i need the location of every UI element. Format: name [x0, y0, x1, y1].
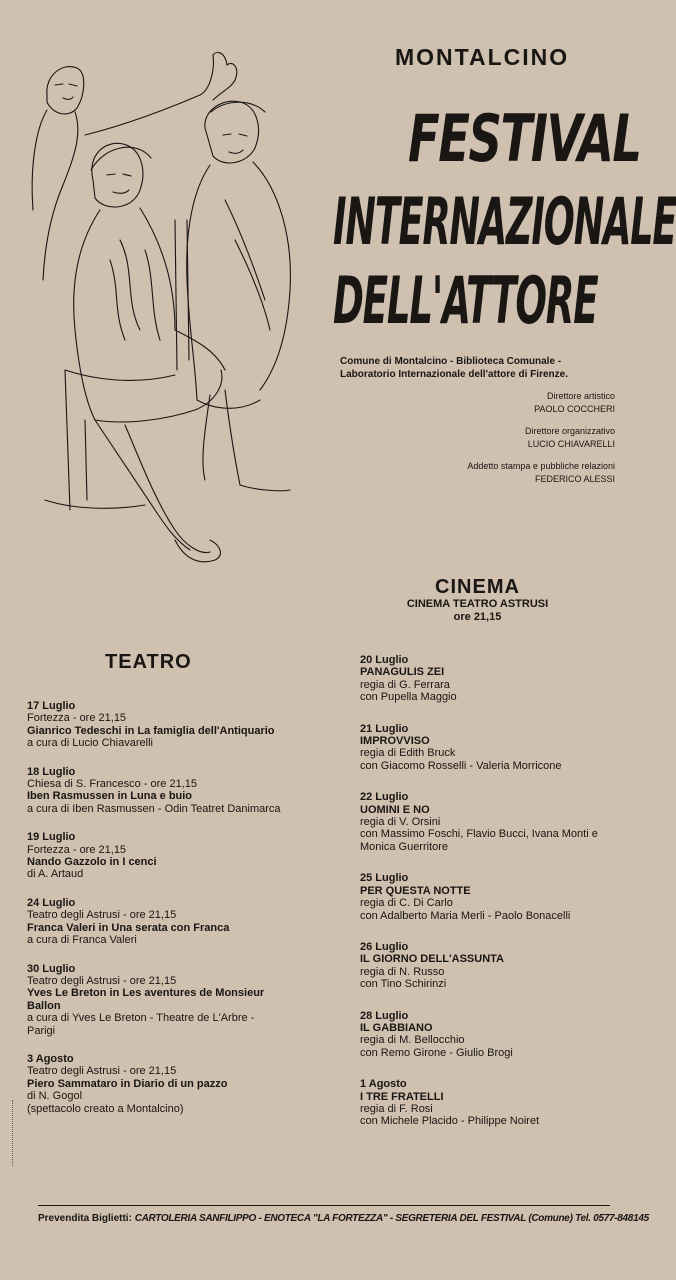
cinema-event: [360, 791, 615, 853]
event-date: 28 Luglio: [360, 1009, 409, 1022]
event-title: IL GABBIANO: [360, 1021, 433, 1034]
event-venue: Fortezza - ore 21,15: [27, 843, 127, 856]
event-title: IL GIORNO DELL'ASSUNTA: [360, 953, 504, 966]
event-title: Nando Gazzolo in I cenci: [27, 856, 157, 869]
event-note: regia di Edith Bruck: [360, 747, 456, 760]
event-date: 17 Luglio: [27, 700, 76, 712]
sketch-figure-centre-head: [92, 143, 143, 207]
cinema-event: [360, 872, 615, 922]
event-title: Franca Valeri in Una serata con Franca: [27, 921, 230, 934]
event-title: Yves Le Breton in Les aventures de Monsieur Ballon: [27, 987, 265, 1012]
event-date: 1 Agosto: [360, 1078, 407, 1091]
festival-title-line-1: FESTIVAL: [408, 100, 641, 177]
festival-title-line-3: DELL'ATTORE: [333, 262, 598, 339]
credit-name: LUCIO CHIAVARELLI: [527, 439, 615, 449]
cinema-event: [360, 723, 615, 773]
event-date: 26 Luglio: [360, 940, 409, 953]
event-note: a cura di Lucio Chiavarelli: [27, 737, 153, 750]
cinema-section-title: CINEMA: [435, 576, 520, 598]
event-venue: Teatro degli Astrusi - ore 21,15: [27, 1065, 177, 1078]
teatro-event-list: [27, 700, 285, 1115]
cinema-venue: CINEMA TEATRO ASTRUSI: [406, 598, 549, 610]
event-date: 30 Luglio: [27, 962, 76, 975]
cinema-event: [360, 1010, 615, 1060]
event-note: con Tino Schirinzi: [360, 978, 447, 991]
event-note: (spettacolo creato a Montalcino): [27, 1102, 184, 1115]
event-note: regia di N. Russo: [360, 965, 445, 978]
sketch-figure-left-head: [47, 67, 84, 114]
event-note: regia di M. Bellocchio: [360, 1034, 465, 1047]
event-venue: Chiesa di S. Francesco - ore 21,15: [27, 778, 197, 791]
festival-title-line-2: INTERNAZIONALE: [333, 183, 676, 260]
event-venue: Fortezza - ore 21,15: [27, 712, 127, 725]
credit-name: FEDERICO ALESSI: [534, 474, 615, 484]
event-venue: Teatro degli Astrusi - ore 21,15: [27, 974, 177, 987]
town-name: MONTALCINO: [395, 44, 570, 70]
footer-shops: CARTOLERIA SANFILIPPO - ENOTECA "LA FORTEZZA" - SEGRETERIA DEL FESTIVAL (Comune) Tel. 0577-848145: [134, 1213, 649, 1224]
print-mark: [12, 1100, 19, 1166]
cinema-event: [360, 654, 615, 704]
event-venue: Teatro degli Astrusi - ore 21,15: [27, 909, 177, 922]
footer-presale: [38, 1213, 649, 1224]
credit-role: Addetto stampa e pubbliche relazioni: [467, 461, 615, 471]
cinema-event: [360, 941, 615, 991]
event-date: 24 Luglio: [27, 896, 76, 909]
teatro-section-title: TEATRO: [105, 651, 192, 673]
event-note: con Massimo Foschi, Flavio Bucci, Ivana Monti e Monica Guerritore: [360, 828, 598, 853]
event-title: I TRE FRATELLI: [360, 1090, 444, 1103]
credit-role: Direttore organizzativo: [524, 426, 615, 436]
event-note: regia di V. Orsini: [360, 816, 441, 829]
ink-sketch-illustration: [25, 40, 305, 570]
teatro-event: [27, 897, 285, 947]
event-note: a cura di Yves Le Breton - Theatre de L'Arbre - Parigi: [27, 1012, 255, 1037]
footer-label: Prevendita Biglietti:: [38, 1213, 132, 1224]
teatro-event: [27, 831, 285, 881]
cinema-time: ore 21,15: [453, 611, 502, 623]
event-note: con Remo Girone - Giulio Brogi: [360, 1046, 513, 1059]
event-note: con Pupella Maggio: [360, 691, 457, 704]
event-title: Piero Sammataro in Diario di un pazzo: [27, 1077, 228, 1090]
event-note: con Michele Placido - Philippe Noiret: [360, 1115, 540, 1128]
event-date: 18 Luglio: [27, 765, 76, 778]
sketch-raised-arm: [85, 52, 237, 135]
event-date: 21 Luglio: [360, 722, 409, 735]
event-title: PANAGULIS ZEI: [360, 666, 445, 679]
teatro-event: [27, 766, 285, 816]
credits-block: [340, 355, 615, 486]
event-date: 22 Luglio: [360, 791, 409, 804]
event-title: UOMINI E NO: [360, 803, 430, 816]
teatro-event: [27, 963, 285, 1037]
event-note: regia di G. Ferrara: [360, 678, 450, 691]
event-title: Iben Rasmussen in Luna e buio: [27, 790, 193, 803]
footer-rule: [38, 1205, 610, 1206]
event-note: regia di C. Di Carlo: [360, 897, 453, 910]
event-date: 25 Luglio: [360, 872, 409, 885]
cinema-event-list: [360, 654, 615, 1128]
event-note: a cura di Iben Rasmussen - Odin Teatret Danimarca: [27, 802, 281, 815]
event-note: di N. Gogol: [27, 1090, 83, 1103]
event-title: Gianrico Tedeschi in La famiglia dell'Antiquario: [27, 724, 275, 737]
event-title: PER QUESTA NOTTE: [360, 884, 471, 897]
event-note: regia di F. Rosi: [360, 1102, 433, 1115]
promoters-text: Comune di Montalcino - Biblioteca Comunale - Laboratorio Internazionale dell'attore di Firenze.: [340, 356, 568, 380]
credit-name: PAOLO COCCHERI: [534, 404, 615, 414]
sketch-chair: [175, 220, 189, 370]
event-note: con Adalberto Maria Merli - Paolo Bonacelli: [360, 909, 571, 922]
event-note: a cura di Franca Valeri: [27, 934, 137, 947]
event-date: 19 Luglio: [27, 831, 76, 844]
event-note: con Giacomo Rosselli - Valeria Morricone: [360, 759, 562, 772]
teatro-event: [27, 1053, 285, 1115]
event-date: 3 Agosto: [27, 1052, 74, 1065]
event-title: IMPROVVISO: [360, 735, 430, 748]
credit-role: Direttore artistico: [546, 391, 615, 401]
teatro-event: [27, 700, 285, 750]
event-date: 20 Luglio: [360, 654, 409, 666]
event-note: di A. Artaud: [27, 868, 84, 881]
cinema-event: [360, 1078, 615, 1128]
